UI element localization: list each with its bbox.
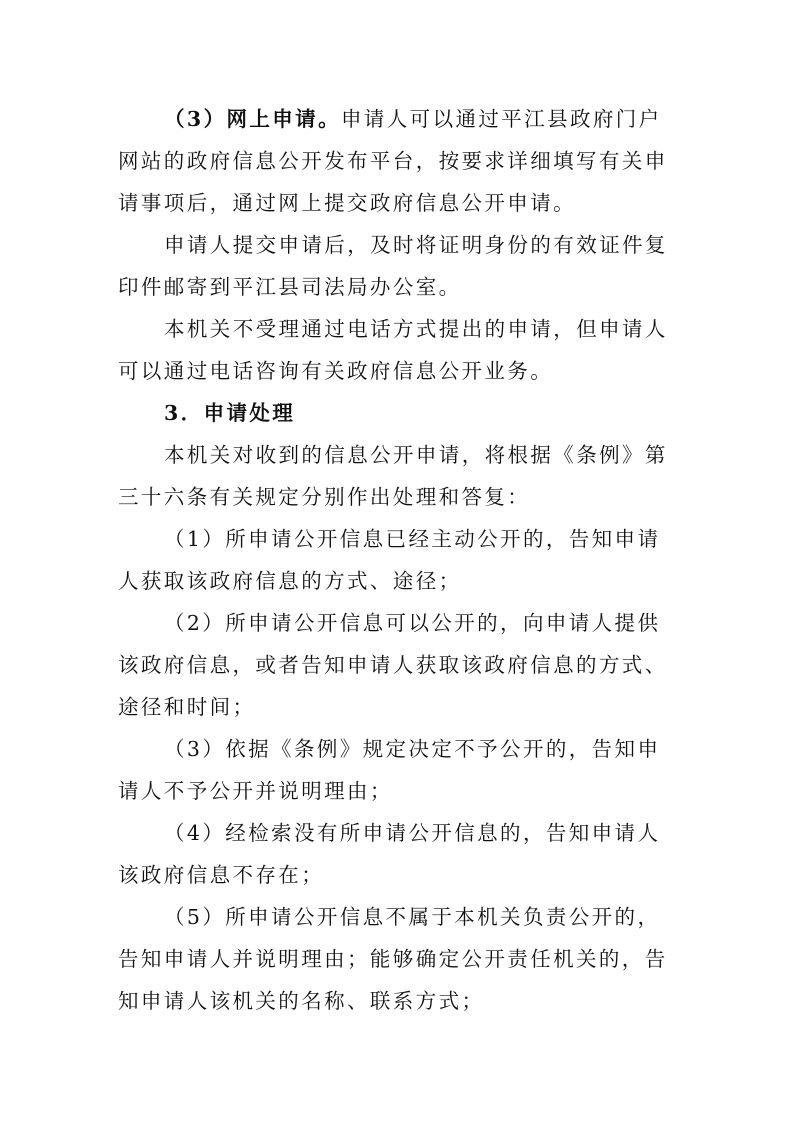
paragraph-online-application xyxy=(118,98,678,224)
paragraph-processing-item-3: （3）依据《条例》规定决定不予公开的，告知申请人不予公开并说明理由； xyxy=(118,737,661,803)
paragraph-text-online-application: 申请人可以通过平江县政府门户网站的政府信息公开发布平台，按要求详细填写有关申请事项后，通过网上提交政府信息公开申请。 xyxy=(118,107,668,215)
paragraph-mail-id-copy: 申请人提交申请后，及时将证明身份的有效证件复印件邮寄到平江县司法局办公室。 xyxy=(118,233,668,299)
paragraph-processing-intro: 本机关对收到的信息公开申请，将根据《条例》第三十六条有关规定分别作出处理和答复： xyxy=(118,443,668,509)
document-body xyxy=(118,98,678,1022)
paragraph-lead-online-application: （3）网上申请。 xyxy=(164,107,341,131)
paragraph-processing-item-1: （1）所申请公开信息已经主动公开的，告知申请人获取该政府信息的方式、途径； xyxy=(118,527,661,593)
paragraph-processing-item-4: （4）经检索没有所申请公开信息的，告知申请人该政府信息不存在； xyxy=(118,821,661,887)
paragraph-phone-not-accepted: 本机关不受理通过电话方式提出的申请，但申请人可以通过电话咨询有关政府信息公开业务。 xyxy=(118,317,668,383)
paragraph-processing-item-5: （5）所申请公开信息不属于本机关负责公开的，告知申请人并说明理由；能够确定公开责任机关的，告知申请人该机关的名称、联系方式； xyxy=(118,905,668,1013)
paragraph-processing-item-2: （2）所申请公开信息可以公开的，向申请人提供该政府信息，或者告知申请人获取该政府信息的方式、途径和时间； xyxy=(118,611,668,719)
section-heading-application-processing: 3．申请处理 xyxy=(164,401,296,425)
